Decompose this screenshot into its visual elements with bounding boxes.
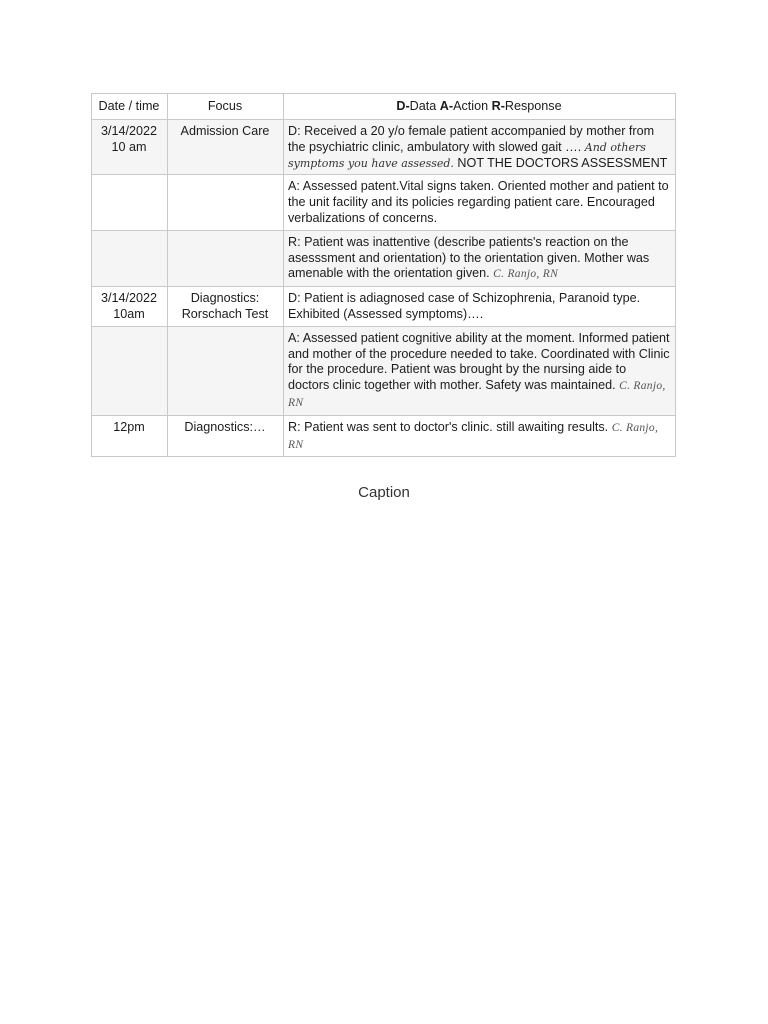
header-d-key: D- [396, 99, 410, 114]
entry-text: A: Assessed patient cognitive ability at the moment. Informed patient and mother of the procedure needed to take. Coordinated with Clinic for the procedure. Patient was brought by the nursing aide to doctors clinic together with mother. Safety was maintained. [288, 330, 670, 393]
entry-cell [284, 326, 676, 415]
date-text: 3/14/2022 [100, 124, 158, 138]
table-row [92, 326, 676, 415]
table-row [92, 230, 676, 286]
focus-cell [168, 326, 284, 415]
table-row [92, 415, 676, 457]
focus-text: Diagnostics: [190, 291, 260, 306]
nurse-signature: C. Ranjo, RN [288, 380, 666, 409]
entry-text: D: Received a 20 y/o female patient accompanied by mother from the psychiatric clinic, ambulatory with slowed gait …. [288, 124, 655, 154]
header-date-time: Date / time [92, 94, 168, 120]
handwritten-note: And others symptoms you have assessed. [288, 140, 646, 170]
entry-cell [284, 415, 676, 457]
header-d-label: Data [409, 99, 440, 114]
date-time-cell [92, 120, 168, 175]
date-time-cell [92, 326, 168, 415]
header-a-key: A- [439, 99, 454, 114]
date-time-cell [92, 287, 168, 327]
table-row [92, 287, 676, 327]
focus-cell: Admission Care [168, 120, 284, 175]
time-text: 10am [113, 306, 145, 321]
date-time-cell [92, 230, 168, 286]
table-row [92, 120, 676, 175]
table-row [92, 175, 676, 230]
focus-cell [168, 287, 284, 327]
focus-cell [168, 230, 284, 286]
nurse-signature: C. Ranjo, RN [493, 268, 559, 281]
date-time-cell [92, 175, 168, 230]
date-time-cell: 12pm [92, 415, 168, 457]
entry-cell [284, 120, 676, 175]
header-r-label: Response [504, 99, 562, 114]
table-caption: Caption [358, 484, 410, 501]
time-text: 10 am [111, 139, 147, 154]
nurse-signature: C. Ranjo, RN [288, 421, 659, 451]
entry-cell [284, 230, 676, 286]
entry-text-after: NOT THE DOCTORS ASSESSMENT [453, 155, 668, 170]
header-focus: Focus [168, 94, 284, 120]
focus-text-2: Rorschach Test [181, 306, 269, 321]
focus-dar-charting-table [91, 93, 676, 457]
date-text: 3/14/2022 [100, 291, 158, 306]
entry-text: R: Patient was sent to doctor's clinic. still awaiting results. [288, 419, 612, 434]
header-a-label: Action [453, 99, 492, 114]
focus-cell: Diagnostics:… [168, 415, 284, 457]
entry-cell: D: Patient is adiagnosed case of Schizophrenia, Paranoid type. Exhibited (Assessed symptoms)…. [284, 287, 676, 327]
header-dar [284, 94, 676, 120]
header-r-key: R- [491, 99, 505, 114]
focus-cell [168, 175, 284, 230]
table-header-row [92, 94, 676, 120]
entry-text: R: Patient was inattentive (describe patients's reaction on the asesssment and orientation) to the orientation given. Mother was amenable with the orientation given. [288, 234, 650, 281]
entry-cell: A: Assessed patent.Vital signs taken. Oriented mother and patient to the unit facility and its policies regarding patient care. Encouraged verbalizations of concerns. [284, 175, 676, 230]
